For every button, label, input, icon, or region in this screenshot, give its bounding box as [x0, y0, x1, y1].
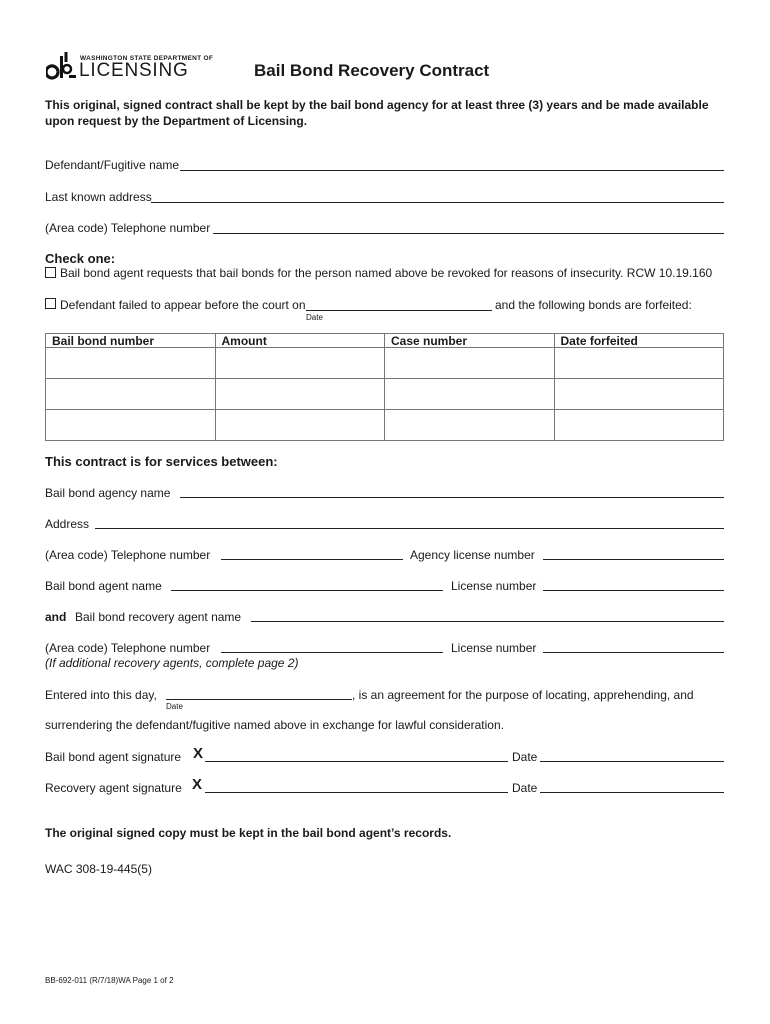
recovery-license-field[interactable] — [543, 652, 724, 653]
intro-text: This original, signed contract shall be kept by the bail bond agency for at least three (3) years and be made available upon request by the Department of Licensing. — [45, 98, 709, 128]
revoke-checkbox[interactable] — [45, 267, 56, 278]
agency-address-field[interactable] — [95, 528, 724, 529]
entered-date-field[interactable] — [166, 699, 352, 700]
agent-license-field[interactable] — [543, 590, 724, 591]
entered-date-caption: Date — [166, 702, 183, 711]
check-one-heading: Check one: — [45, 251, 116, 266]
recovery-signature-label: Recovery agent signature — [45, 781, 182, 795]
recovery-signature-field[interactable] — [205, 792, 508, 793]
dol-logo-icon — [46, 52, 76, 80]
column-header: Date forfeited — [554, 334, 724, 348]
agent-signature-field[interactable] — [205, 761, 508, 762]
entered-suffix: , is an agreement for the purpose of locating, apprehending, and — [352, 688, 694, 702]
defendant-name-label: Defendant/Fugitive name — [45, 158, 180, 172]
table-cell[interactable] — [215, 410, 385, 441]
agent-name-field[interactable] — [171, 590, 443, 591]
agent-name-label: Bail bond agent name — [45, 579, 162, 593]
agreement-continuation: surrendering the defendant/fugitive named above in exchange for lawful consideration. — [45, 718, 504, 732]
agency-name-field[interactable] — [180, 497, 724, 498]
table-cell[interactable] — [46, 348, 216, 379]
agent-signature-x-mark: X — [193, 745, 204, 762]
agency-address-label: Address — [45, 517, 90, 531]
agency-phone-field[interactable] — [221, 559, 403, 560]
defendant-phone-label: (Area code) Telephone number — [45, 221, 211, 235]
agent-signature-date-label: Date — [512, 750, 538, 764]
forfeit-option-label: Defendant failed to appear before the court on — [60, 298, 306, 312]
additional-agents-note: (If additional recovery agents, complete page 2) — [45, 656, 299, 670]
recovery-phone-label: (Area code) Telephone number — [45, 641, 211, 655]
forfeit-checkbox[interactable] — [45, 298, 56, 309]
table-header-row — [46, 334, 724, 348]
last-address-field[interactable] — [151, 202, 724, 203]
agent-signature-label: Bail bond agent signature — [45, 750, 182, 764]
page-title: Bail Bond Recovery Contract — [254, 61, 490, 80]
recovery-license-label: License number — [451, 641, 537, 655]
recovery-signature-date-field[interactable] — [540, 792, 724, 793]
table-cell[interactable] — [385, 379, 555, 410]
court-date-caption: Date — [306, 313, 323, 322]
table-cell[interactable] — [554, 379, 724, 410]
wac-reference: WAC 308-19-445(5) — [45, 862, 152, 876]
recovery-signature-date-label: Date — [512, 781, 538, 795]
form-id: BB-692-011 (R/7/18)WA Page 1 of 2 — [45, 976, 174, 985]
forfeit-option-suffix: and the following bonds are forfeited: — [495, 298, 692, 312]
column-header: Amount — [215, 334, 385, 348]
column-header: Bail bond number — [46, 334, 216, 348]
agency-license-field[interactable] — [543, 559, 724, 560]
table-cell[interactable] — [554, 348, 724, 379]
recovery-agent-label: Bail bond recovery agent name — [75, 610, 242, 624]
table-cell[interactable] — [385, 410, 555, 441]
court-date-field[interactable] — [306, 310, 492, 311]
table-row — [46, 379, 724, 410]
bonds-table — [45, 333, 724, 441]
defendant-phone-field[interactable] — [213, 233, 724, 234]
table-cell[interactable] — [554, 410, 724, 441]
table-cell[interactable] — [46, 379, 216, 410]
table-row — [46, 410, 724, 441]
table-cell[interactable] — [215, 348, 385, 379]
table-cell[interactable] — [385, 348, 555, 379]
column-header: Case number — [385, 334, 555, 348]
table-cell[interactable] — [46, 410, 216, 441]
agency-license-label: Agency license number — [410, 548, 535, 562]
revoke-option-label: Bail bond agent requests that bail bonds for the person named above be revoked for reasons of insecurity. RCW 10.19.160 — [60, 266, 713, 280]
agent-license-label: License number — [451, 579, 537, 593]
defendant-name-field[interactable] — [180, 170, 724, 171]
agency-phone-label: (Area code) Telephone number — [45, 548, 211, 562]
entered-label: Entered into this day, — [45, 688, 157, 702]
table-cell[interactable] — [215, 379, 385, 410]
records-notice: The original signed copy must be kept in the bail bond agent’s records. — [45, 826, 452, 840]
services-heading: This contract is for services between: — [45, 454, 278, 469]
and-word: and — [45, 610, 67, 624]
logo-licensing-text: LICENSING — [79, 60, 189, 81]
last-address-label: Last known address — [45, 190, 152, 204]
agency-name-label: Bail bond agency name — [45, 486, 171, 500]
logo-department-text: WASHINGTON STATE DEPARTMENT OF — [80, 55, 214, 62]
recovery-phone-field[interactable] — [221, 652, 443, 653]
recovery-agent-field[interactable] — [251, 621, 724, 622]
recovery-signature-x-mark: X — [192, 776, 203, 793]
table-row — [46, 348, 724, 379]
agent-signature-date-field[interactable] — [540, 761, 724, 762]
